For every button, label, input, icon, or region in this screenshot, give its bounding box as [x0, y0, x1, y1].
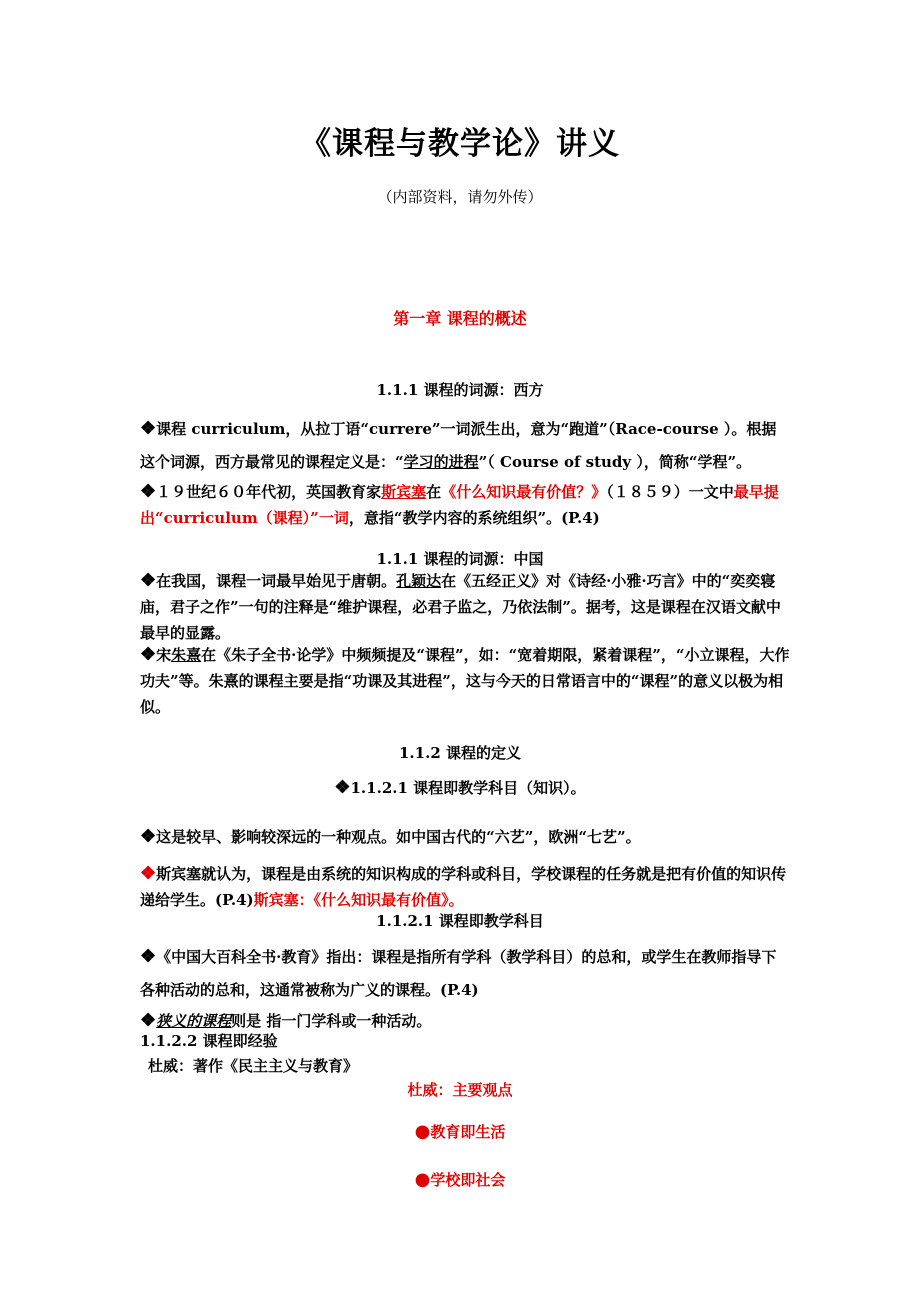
diamond-bullet-icon: ❖: [140, 826, 157, 847]
text: 在《朱子全书·论学》中频频提及“课程”，如：“宽着期限，紧着课程”，“小立课程，大作功夫”等。朱熹的课程主要是指“功课及其进程”，这与今天的日常语言中的“课程”的意义以极为相似。: [140, 646, 790, 716]
text: 在我国，课程一词最早始见于唐朝。: [156, 572, 397, 590]
dewey-views-heading: 杜威：主要观点: [407, 1081, 513, 1099]
diamond-bullet-icon: ❖: [140, 644, 157, 665]
paragraph-subjects-3: [140, 940, 790, 1007]
dewey-work: 杜威：著作《民主主义与教育》: [148, 1057, 359, 1075]
paragraph-subjects-2: [140, 861, 790, 913]
paragraph-etym-west-1: [140, 412, 790, 479]
red-dot-icon: ●: [414, 1121, 431, 1142]
paragraph-etym-china-1: [140, 568, 790, 646]
page-title: 《课程与教学论》讲义: [300, 126, 620, 162]
diamond-bullet-icon: ❖: [140, 1010, 157, 1031]
paragraph-etym-china-2: [140, 642, 790, 720]
subheading-subjects: [0, 777, 920, 798]
text: 这是较早、影响较深远的一种观点。如中国古代的“六艺”，欧洲“七艺”。: [156, 828, 641, 846]
text: 在《五经正义》对《诗经·小雅·巧言》中的“奕奕寝庙，君子之作”一句的注释是“维护课程，必君子监之，乃依法制”。据考，这是课程在汉语文献中最早的显露。: [140, 572, 781, 642]
text: 则是 指一门学科或一种活动。: [231, 1012, 432, 1030]
person-name: 孔颖达: [396, 572, 442, 590]
diamond-bullet-icon: ❖: [140, 418, 157, 439]
text: （１８５９）一文中: [606, 483, 734, 501]
subheading-experience: 1.1.2.2 课程即经验: [140, 1032, 278, 1050]
text: 斯宾塞就认为，课程是由系统的知识构成的学科或科目，学校课程的任务就是把有价值的知识传递给学生。(P.4): [140, 865, 787, 909]
page-subtitle: （内部资料，请勿外传）: [377, 188, 543, 206]
diamond-bullet-icon: ❖: [140, 863, 157, 884]
text: 课程 curriculum，从拉丁语“currere”一词派生出，意为“跑道”（Race-course ）。根据这个词源，西方最常见的课程定义是：“: [140, 420, 777, 471]
diamond-bullet-icon: ❖: [140, 481, 157, 502]
chapter-title: 第一章 课程的概述: [393, 309, 527, 328]
heading-etym-west: 1.1.1 课程的词源：西方: [376, 381, 544, 399]
text: 在: [426, 483, 442, 501]
text: 学校即社会: [430, 1171, 506, 1189]
underlined-term: 狭义的课程: [156, 1012, 232, 1030]
dewey-point-1: [0, 1121, 920, 1142]
paragraph-etym-west-2: [140, 479, 790, 531]
text: 1.1.2.1 课程即教学科目（知识）。: [350, 779, 586, 797]
text: 《中国大百科全书·教育》指出：课程是指所有学科（教学科目）的总和，或学生在教师指导下各种活动的总和，这通常被称为广义的课程。(P.4): [140, 948, 777, 999]
paragraph-subjects-1: [140, 820, 790, 854]
text: １９世纪６０年代初，英国教育家: [156, 483, 382, 501]
diamond-bullet-icon: ❖: [140, 570, 157, 591]
dewey-point-2: [0, 1169, 920, 1190]
book-reference: 斯宾塞：《什么知识最有价值》。: [253, 891, 464, 909]
underlined-term: 学习的进程: [403, 453, 479, 471]
book-title: 《什么知识最有价值？》: [441, 483, 607, 501]
heading-etym-china: 1.1.1 课程的词源：中国: [376, 550, 544, 568]
text: 教育即生活: [430, 1123, 506, 1141]
diamond-bullet-icon: ❖: [334, 777, 351, 798]
text: ”（ Course of study ），简称“学程”。: [478, 453, 752, 471]
person-name: 朱熹: [171, 646, 202, 664]
text: 宋: [156, 646, 172, 664]
highlight-text: 最早提出“curriculum（课程）”一词: [140, 483, 779, 527]
text: ，意指“教学内容的系统组织”。(P.4): [348, 509, 600, 527]
red-dot-icon: ●: [414, 1169, 431, 1190]
diamond-bullet-icon: ❖: [140, 946, 157, 967]
heading-definition: 1.1.2 课程的定义: [399, 744, 521, 762]
subheading-subjects-2: 1.1.2.1 课程即教学科目: [376, 912, 544, 930]
person-name: 斯宾塞: [381, 483, 427, 501]
